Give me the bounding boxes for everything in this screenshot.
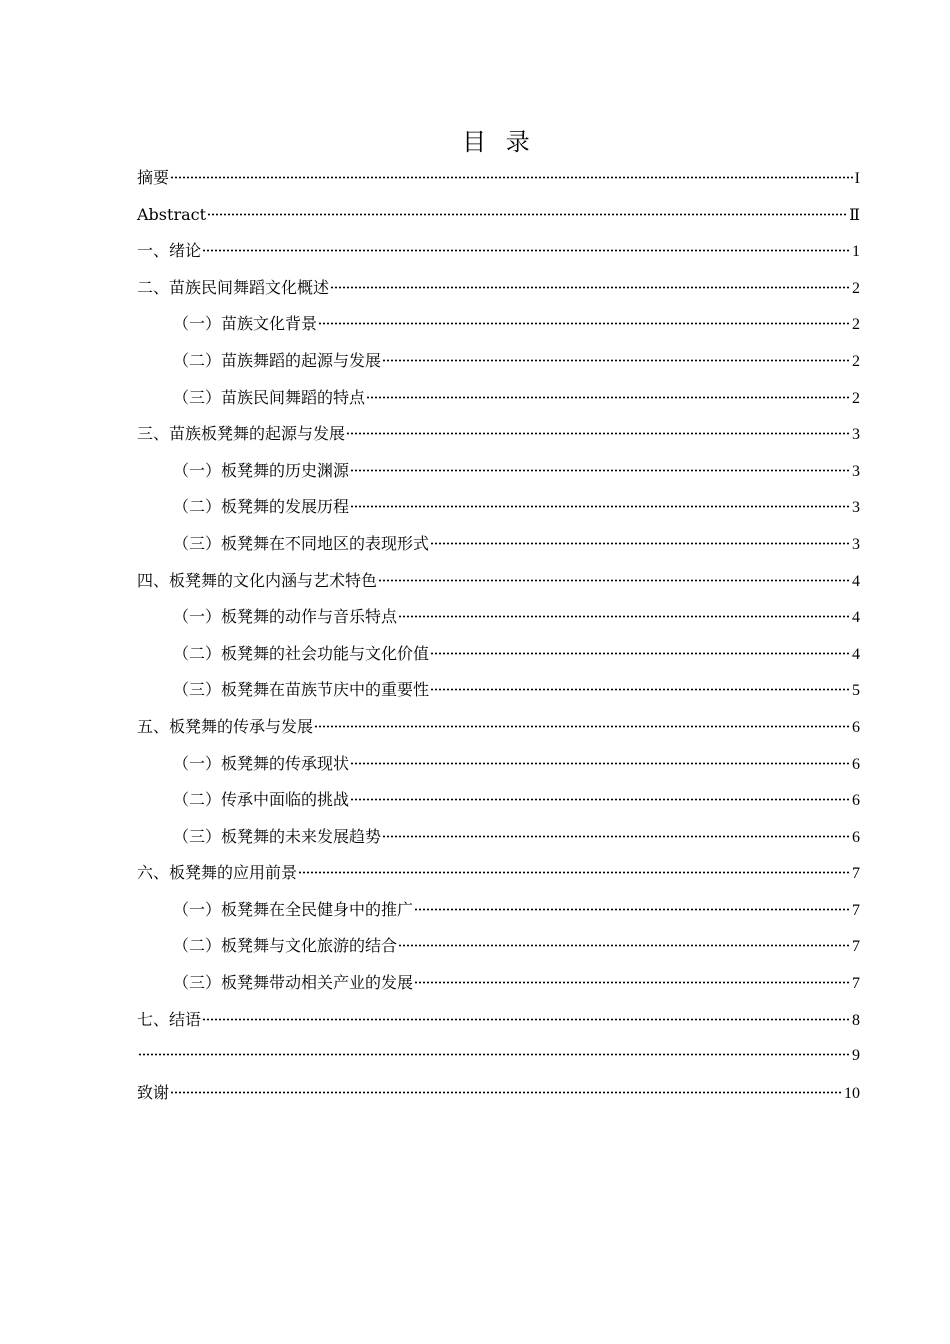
toc-entry-page: 6 — [852, 718, 860, 736]
toc-entry-page: 7 — [852, 865, 860, 883]
toc-entry-page: 4 — [852, 609, 860, 627]
toc-entry-text: （二）苗族舞蹈的起源与发展 — [173, 350, 382, 370]
dot-leader — [414, 981, 851, 984]
toc-entry-page: 3 — [852, 462, 860, 480]
toc-entry[interactable] — [137, 1075, 860, 1112]
toc-entry[interactable] — [137, 380, 860, 417]
toc-entry-page: I — [854, 170, 860, 187]
toc-entry[interactable] — [137, 343, 860, 380]
toc-entry[interactable] — [137, 1002, 860, 1039]
toc-entry-page: 6 — [852, 792, 860, 810]
dot-leader — [330, 286, 851, 289]
toc-entry[interactable] — [137, 599, 860, 636]
toc-entry[interactable] — [137, 965, 860, 1002]
toc-entry[interactable] — [137, 563, 860, 600]
dot-leader — [382, 359, 851, 362]
toc-entry-page: 9 — [852, 1047, 860, 1065]
toc-entry-text: 七、结语 — [137, 1009, 202, 1029]
dot-leader — [350, 505, 851, 508]
toc-entry[interactable] — [137, 892, 860, 929]
toc-entry-text: 三、苗族板凳舞的起源与发展 — [137, 424, 346, 444]
dot-leader — [398, 944, 851, 947]
toc-entry-text: 二、苗族民间舞蹈文化概述 — [137, 277, 330, 297]
toc-entry-text: （一）板凳舞的动作与音乐特点 — [173, 607, 398, 627]
toc-entry-text: 摘要 — [137, 168, 170, 187]
toc-entry-page: 5 — [852, 682, 860, 700]
toc-entry-page: 2 — [852, 389, 860, 407]
toc-entry-text: （二）板凳舞的社会功能与文化价值 — [173, 643, 430, 663]
dot-leader — [202, 1018, 851, 1021]
toc-entry-page: 7 — [852, 975, 860, 993]
toc-entry[interactable] — [137, 819, 860, 856]
dot-leader — [138, 1053, 851, 1056]
toc-entry[interactable] — [137, 746, 860, 783]
toc-entry[interactable] — [137, 416, 860, 453]
dot-leader — [350, 469, 851, 472]
toc-entry-text: （三）苗族民间舞蹈的特点 — [173, 387, 366, 407]
dot-leader — [414, 908, 851, 911]
toc-entry-page: 10 — [844, 1084, 860, 1102]
dot-leader — [346, 432, 851, 435]
toc-entry-text: （三）板凳舞在苗族节庆中的重要性 — [173, 680, 430, 700]
toc-entry-text: （一）板凳舞的历史渊源 — [173, 460, 350, 480]
toc-entry[interactable] — [137, 1038, 860, 1075]
dot-leader — [398, 615, 851, 618]
toc-entry-page: 3 — [852, 499, 860, 517]
toc-entry-text: （二）板凳舞的发展历程 — [173, 497, 350, 517]
toc-entry[interactable] — [137, 306, 860, 343]
toc-entry-text: 五、板凳舞的传承与发展 — [137, 716, 314, 736]
dot-leader — [298, 871, 851, 874]
toc-entry-page: 3 — [852, 535, 860, 553]
toc-entry[interactable] — [137, 160, 860, 197]
toc-entry-page: 2 — [852, 279, 860, 297]
dot-leader — [170, 176, 854, 179]
toc-entry-text: 六、板凳舞的应用前景 — [137, 863, 298, 883]
toc-entry[interactable] — [137, 636, 860, 673]
toc-entry[interactable] — [137, 709, 860, 746]
toc-title: 目 录 — [462, 128, 536, 156]
toc-entry-page: 1 — [852, 243, 860, 261]
dot-leader — [430, 652, 851, 655]
toc-entry[interactable] — [137, 197, 860, 234]
toc-entry-page: 4 — [852, 572, 860, 590]
dot-leader — [378, 579, 851, 582]
toc-entry-text: 四、板凳舞的文化内涵与艺术特色 — [137, 570, 378, 590]
toc-entry-text: （三）板凳舞在不同地区的表现形式 — [173, 533, 430, 553]
dot-leader — [350, 798, 851, 801]
toc-entry-page: 7 — [852, 938, 860, 956]
toc-entry[interactable] — [137, 526, 860, 563]
toc-entry[interactable] — [137, 453, 860, 490]
toc-entry-page: 4 — [852, 645, 860, 663]
toc-entry-text: （三）板凳舞的未来发展趋势 — [173, 826, 382, 846]
toc-entry-page: 8 — [852, 1011, 860, 1029]
dot-leader — [382, 835, 851, 838]
toc-entry-text: （一）苗族文化背景 — [173, 314, 318, 334]
toc-entry[interactable] — [137, 672, 860, 709]
toc-entry-page: 6 — [852, 828, 860, 846]
toc-entry-text: Abstract — [137, 204, 207, 224]
toc-entry-text: （一）板凳舞在全民健身中的推广 — [173, 899, 414, 919]
toc-entry-text: （二）传承中面临的挑战 — [173, 790, 350, 810]
toc-entry[interactable] — [137, 855, 860, 892]
toc-entry-page: Ⅱ — [849, 206, 860, 224]
toc-entry[interactable] — [137, 928, 860, 965]
dot-leader — [314, 725, 851, 728]
dot-leader — [366, 396, 851, 399]
toc-entry-text: 一、绪论 — [137, 241, 202, 261]
toc-entry-text: （一）板凳舞的传承现状 — [173, 753, 350, 773]
toc-entry-page: 6 — [852, 755, 860, 773]
toc-entry-text: （二）板凳舞与文化旅游的结合 — [173, 936, 398, 956]
toc-entry-page: 2 — [852, 316, 860, 334]
toc-entry[interactable] — [137, 489, 860, 526]
toc-entry-page: 3 — [852, 426, 860, 444]
dot-leader — [318, 322, 851, 325]
toc-entry-text: （三）板凳舞带动相关产业的发展 — [173, 973, 414, 993]
dot-leader — [430, 542, 851, 545]
dot-leader — [207, 213, 848, 216]
toc-entry-page: 2 — [852, 352, 860, 370]
toc-entry[interactable] — [137, 233, 860, 270]
table-of-contents — [137, 160, 860, 1111]
toc-entry[interactable] — [137, 782, 860, 819]
dot-leader — [430, 688, 851, 691]
toc-entry-page: 7 — [852, 901, 860, 919]
dot-leader — [202, 249, 851, 252]
toc-entry[interactable] — [137, 270, 860, 307]
dot-leader — [350, 762, 851, 765]
toc-entry-text: 致谢 — [137, 1082, 170, 1102]
dot-leader — [170, 1091, 843, 1094]
